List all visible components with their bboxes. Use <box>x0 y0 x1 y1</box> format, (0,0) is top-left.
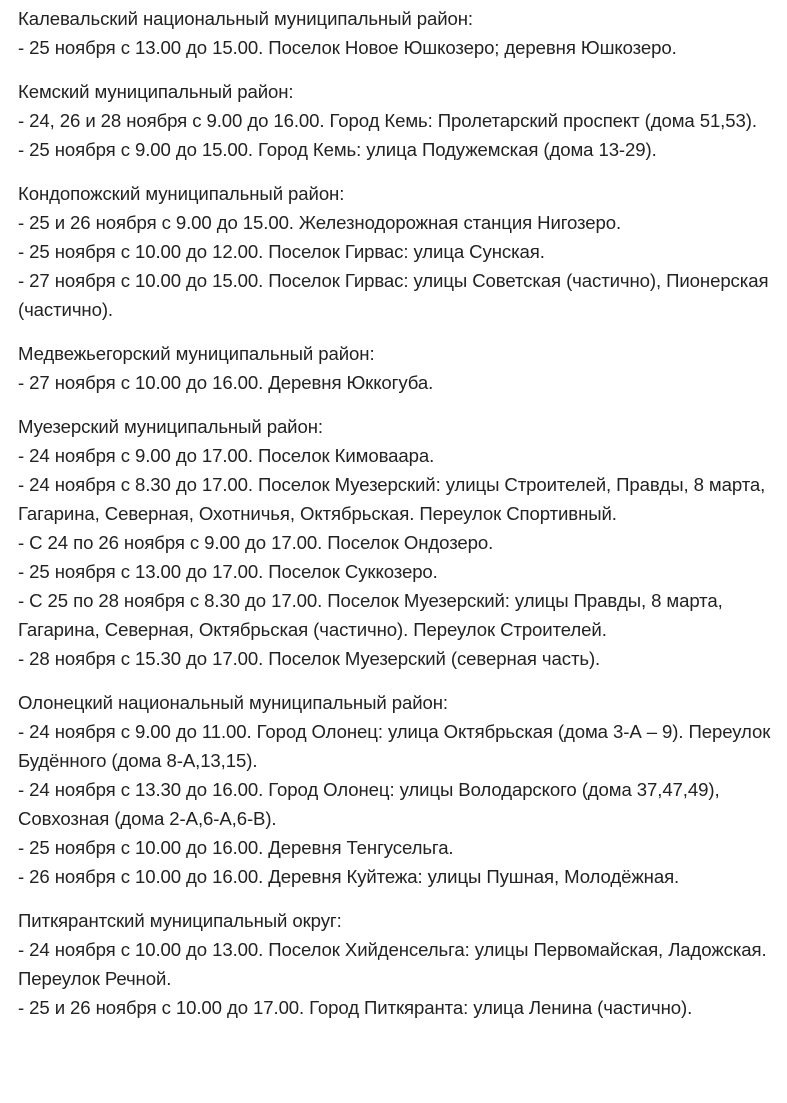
district-title: Медвежьегорский муниципальный район: <box>18 343 375 364</box>
schedule-entry: - 24 ноября с 8.30 до 17.00. Поселок Муезерский: улицы Строителей, Правды, 8 марта, Гагарина, Северная, Охотничья, Октябрьская. Переулок Спортивный. <box>18 474 766 524</box>
schedule-entry: - 25 ноября с 13.00 до 15.00. Поселок Новое Юшкозеро; деревня Юшкозеро. <box>18 37 677 58</box>
district-title: Муезерский муниципальный район: <box>18 416 323 437</box>
district-title: Питкярантский муниципальный округ: <box>18 910 342 931</box>
schedule-entry: - С 24 по 26 ноября с 9.00 до 17.00. Поселок Ондозеро. <box>18 532 494 553</box>
district-section-kem <box>18 77 783 164</box>
district-section-pitkyaranta <box>18 906 783 1022</box>
schedule-entry: - 25 ноября с 10.00 до 12.00. Поселок Гирвас: улица Сунская. <box>18 241 545 262</box>
district-title: Олонецкий национальный муниципальный район: <box>18 692 448 713</box>
schedule-entry: - 27 ноября с 10.00 до 15.00. Поселок Гирвас: улицы Советская (частично), Пионерская (частично). <box>18 270 769 320</box>
schedule-entry: - 25 и 26 ноября с 10.00 до 17.00. Город Питкяранта: улица Ленина (частично). <box>18 997 693 1018</box>
schedule-entry: - 26 ноября с 10.00 до 16.00. Деревня Куйтежа: улицы Пушная, Молодёжная. <box>18 866 680 887</box>
schedule-entry: - 25 ноября с 13.00 до 17.00. Поселок Суккозеро. <box>18 561 438 582</box>
schedule-entry: - 28 ноября с 15.30 до 17.00. Поселок Муезерский (северная часть). <box>18 648 601 669</box>
district-title: Кондопожский муниципальный район: <box>18 183 345 204</box>
district-section-olonets <box>18 688 783 891</box>
schedule-entry: - 25 ноября с 9.00 до 15.00. Город Кемь: улица Подужемская (дома 13-29). <box>18 139 657 160</box>
schedule-entry: - 24 ноября с 9.00 до 17.00. Поселок Кимоваара. <box>18 445 435 466</box>
district-section-medvezhyegorsk <box>18 339 783 397</box>
schedule-entry: - 24 ноября с 10.00 до 13.00. Поселок Хийденсельга: улицы Первомайская, Ладожская. Переулок Речной. <box>18 939 767 989</box>
schedule-entry: - 25 ноября с 10.00 до 16.00. Деревня Тенгусельга. <box>18 837 454 858</box>
district-title: Калевальский национальный муниципальный район: <box>18 8 473 29</box>
schedule-entry: - 27 ноября с 10.00 до 16.00. Деревня Юккогуба. <box>18 372 434 393</box>
schedule-entry: - 24 ноября с 13.30 до 16.00. Город Олонец: улицы Володарского (дома 37,47,49), Совхозная (дома 2-А,6-А,6-В). <box>18 779 720 829</box>
outage-schedule-document <box>18 4 783 1022</box>
schedule-entry: - 24 ноября с 9.00 до 11.00. Город Олонец: улица Октябрьская (дома 3-А – 9). Переулок Будённого (дома 8-А,13,15). <box>18 721 771 771</box>
district-section-muezersky <box>18 412 783 673</box>
schedule-entry: - 24, 26 и 28 ноября с 9.00 до 16.00. Город Кемь: Пролетарский проспект (дома 51,53). <box>18 110 757 131</box>
schedule-entry: - 25 и 26 ноября с 9.00 до 15.00. Железнодорожная станция Нигозеро. <box>18 212 622 233</box>
schedule-entry: - С 25 по 28 ноября с 8.30 до 17.00. Поселок Муезерский: улицы Правды, 8 марта, Гагарина, Северная, Октябрьская (частично). Переулок Строителей. <box>18 590 723 640</box>
district-section-kalevala <box>18 4 783 62</box>
district-section-kondopoga <box>18 179 783 324</box>
district-title: Кемский муниципальный район: <box>18 81 294 102</box>
